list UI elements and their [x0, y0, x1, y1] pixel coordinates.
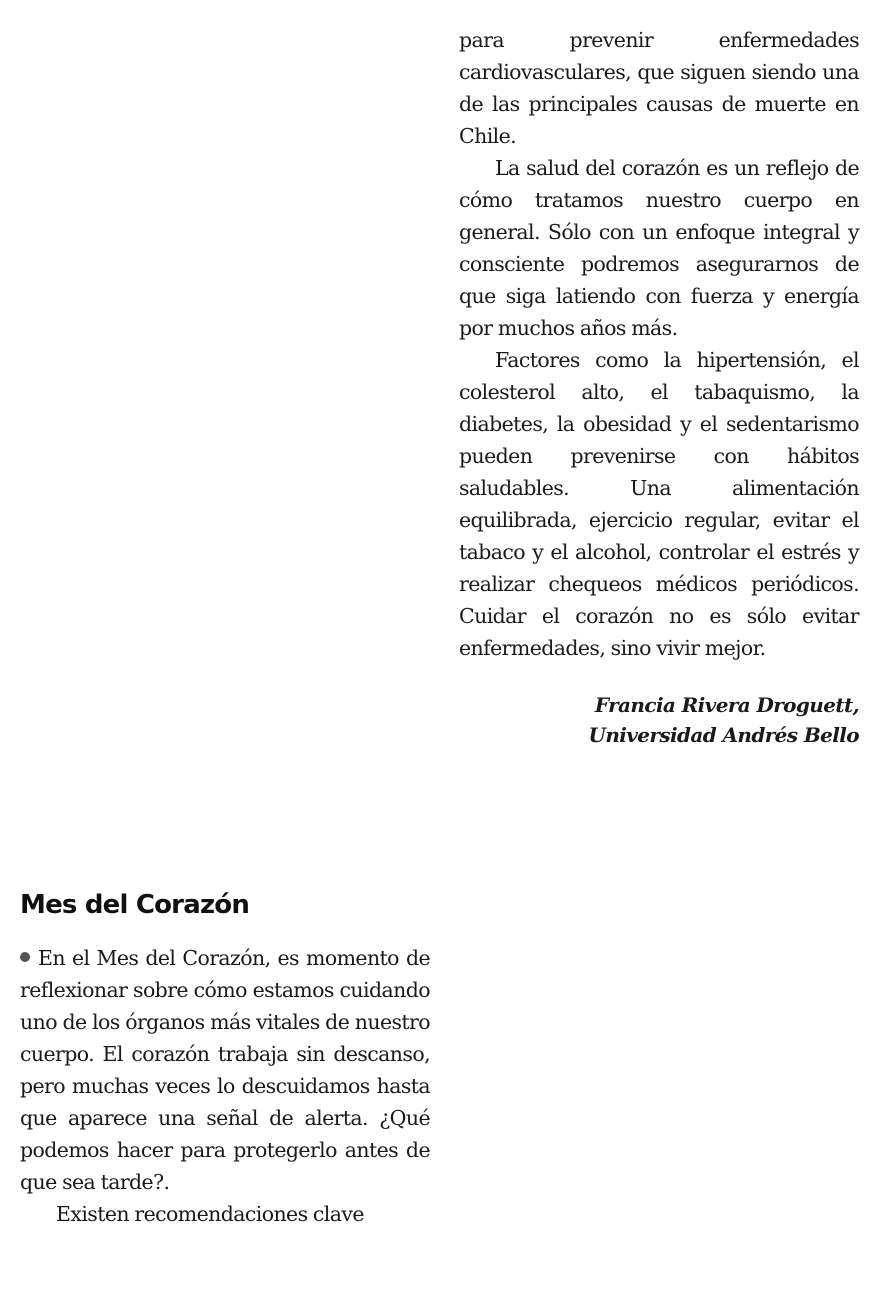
article-paragraph: Factores como la hipertensión, el colesterol alto, el tabaquismo, la diabetes, la obesidad y el sedentarismo pueden prevenirse con hábitos saludables. Una alimentación equilibrada, ejercicio regular, evitar el tabaco y el alcohol, controlar el estrés y realizar chequeos médicos periódicos. Cuidar el corazón no es sólo evitar enfermedades, sino vivir mejor.: [459, 348, 859, 660]
article-lead-paragraph: [20, 942, 430, 1198]
article-start-column: [20, 888, 430, 1230]
article-paragraph: para prevenir enfermedades cardiovasculares, que siguen siendo una de las principales causas de muerte en Chile.: [459, 28, 859, 148]
article-heading: Mes del Corazón: [20, 890, 250, 920]
author-affiliation: Universidad Andrés Bello: [588, 723, 859, 747]
article-lead-text: En el Mes del Corazón, es momento de reflexionar sobre cómo estamos cuidando uno de los órganos más vitales de nuestro cuerpo. El corazón trabaja sin descanso, pero muchas veces lo descuidamos hasta que aparece una señal de alerta. ¿Qué podemos hacer para protegerlo antes de que sea tarde?.: [20, 946, 430, 1194]
article-continuation-column: [459, 24, 859, 750]
article-paragraph: Existen recomendaciones clave: [56, 1202, 364, 1226]
author-signature: [459, 690, 859, 750]
article-paragraph: La salud del corazón es un reflejo de cómo tratamos nuestro cuerpo en general. Sólo con un enfoque integral y consciente podremos asegurarnos de que siga latiendo con fuerza y energía por muchos años más.: [459, 156, 859, 340]
author-name: Francia Rivera Droguett,: [594, 693, 859, 717]
bullet-dot-icon: [20, 952, 30, 962]
